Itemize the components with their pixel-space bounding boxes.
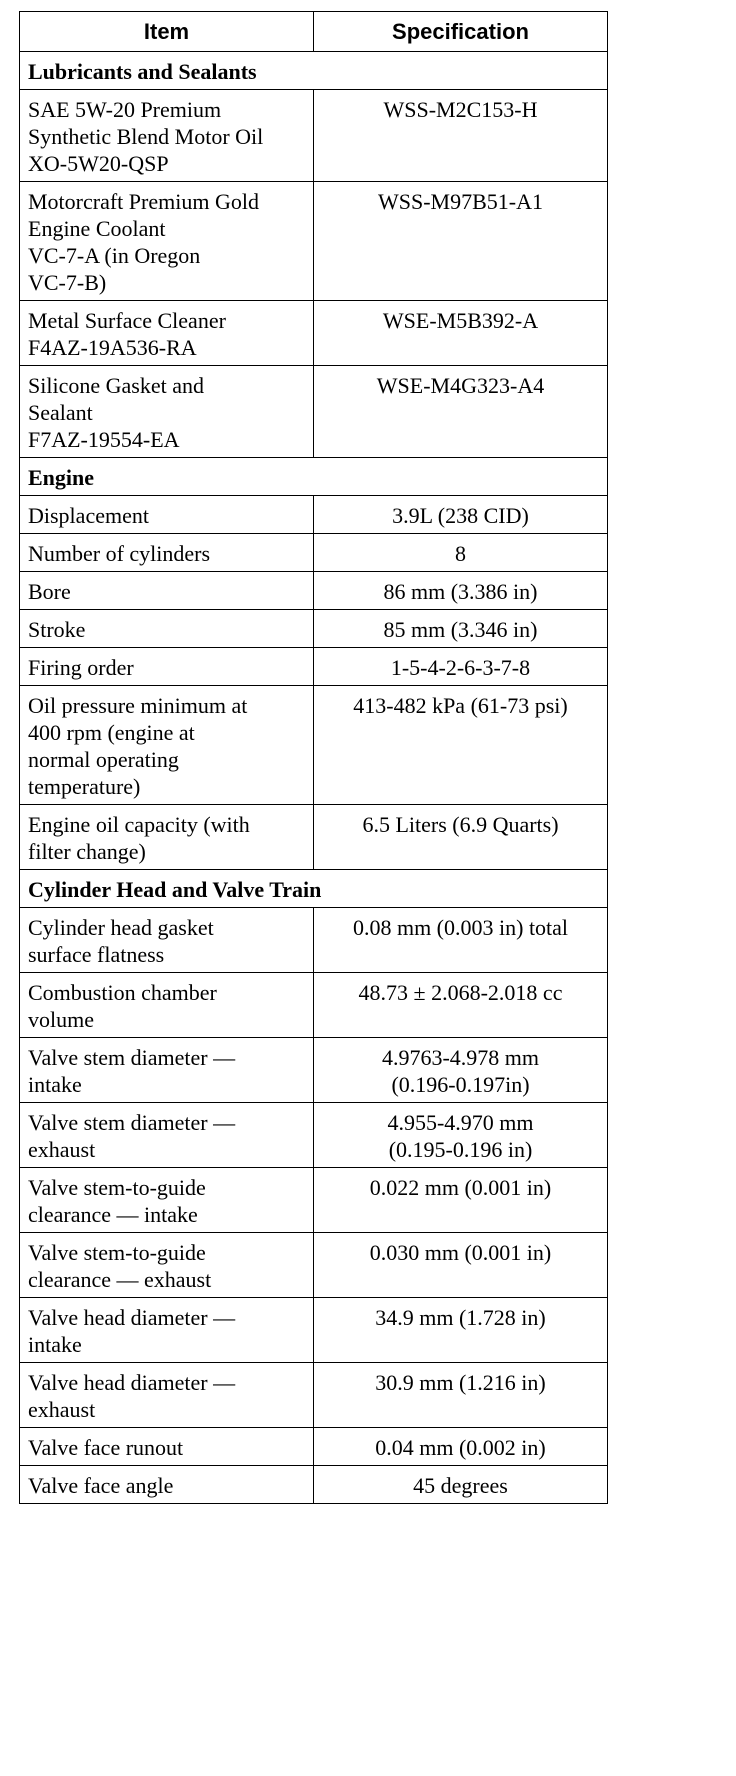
specification-cell: 3.9L (238 CID) <box>314 496 608 534</box>
table-row <box>20 1363 608 1428</box>
item-cell: Cylinder head gasket surface flatness <box>20 908 314 973</box>
table-row <box>20 301 608 366</box>
item-cell: Bore <box>20 572 314 610</box>
table-row <box>20 1038 608 1103</box>
table-row <box>20 1428 608 1466</box>
table-row <box>20 182 608 301</box>
specification-cell: 30.9 mm (1.216 in) <box>314 1363 608 1428</box>
item-cell: Stroke <box>20 610 314 648</box>
table-row <box>20 1466 608 1504</box>
section-row <box>20 870 608 908</box>
section-heading: Lubricants and Sealants <box>20 52 608 90</box>
item-cell: Valve stem-to-guide clearance — intake <box>20 1168 314 1233</box>
table-row <box>20 1233 608 1298</box>
item-cell: Valve stem diameter — exhaust <box>20 1103 314 1168</box>
specification-cell: 413-482 kPa (61-73 psi) <box>314 686 608 805</box>
item-cell: Valve stem-to-guide clearance — exhaust <box>20 1233 314 1298</box>
specification-cell: WSS-M97B51-A1 <box>314 182 608 301</box>
specification-cell: 4.955-4.970 mm (0.195-0.196 in) <box>314 1103 608 1168</box>
section-heading: Cylinder Head and Valve Train <box>20 870 608 908</box>
header-row <box>20 12 608 52</box>
specification-cell: 48.73 ± 2.068-2.018 cc <box>314 973 608 1038</box>
table-row <box>20 805 608 870</box>
specification-cell: 85 mm (3.346 in) <box>314 610 608 648</box>
specification-cell: WSE-M5B392-A <box>314 301 608 366</box>
item-cell: Firing order <box>20 648 314 686</box>
item-cell: Valve head diameter — intake <box>20 1298 314 1363</box>
specification-cell: 6.5 Liters (6.9 Quarts) <box>314 805 608 870</box>
item-cell: Silicone Gasket and Sealant F7AZ-19554-EA <box>20 366 314 458</box>
item-cell: Valve face angle <box>20 1466 314 1504</box>
item-cell: Combustion chamber volume <box>20 973 314 1038</box>
specification-cell: 86 mm (3.386 in) <box>314 572 608 610</box>
item-cell: Valve head diameter — exhaust <box>20 1363 314 1428</box>
table-row <box>20 1168 608 1233</box>
specification-cell: 0.022 mm (0.001 in) <box>314 1168 608 1233</box>
table-row <box>20 534 608 572</box>
specification-cell: WSE-M4G323-A4 <box>314 366 608 458</box>
specification-cell: 0.030 mm (0.001 in) <box>314 1233 608 1298</box>
item-cell: Displacement <box>20 496 314 534</box>
specification-cell: 0.04 mm (0.002 in) <box>314 1428 608 1466</box>
item-cell: Metal Surface Cleaner F4AZ-19A536-RA <box>20 301 314 366</box>
specification-column-header: Specification <box>314 12 608 52</box>
specification-cell: 45 degrees <box>314 1466 608 1504</box>
item-column-header: Item <box>20 12 314 52</box>
table-row <box>20 572 608 610</box>
table-row <box>20 1298 608 1363</box>
item-cell: SAE 5W-20 Premium Synthetic Blend Motor Oil XO-5W20-QSP <box>20 90 314 182</box>
specification-cell: 1-5-4-2-6-3-7-8 <box>314 648 608 686</box>
specification-table <box>19 11 608 1504</box>
table-row <box>20 496 608 534</box>
item-cell: Oil pressure minimum at 400 rpm (engine at normal operating temperature) <box>20 686 314 805</box>
specification-cell: WSS-M2C153-H <box>314 90 608 182</box>
specification-cell: 4.9763-4.978 mm (0.196-0.197in) <box>314 1038 608 1103</box>
item-cell: Motorcraft Premium Gold Engine Coolant VC-7-A (in Oregon VC-7-B) <box>20 182 314 301</box>
specification-cell: 34.9 mm (1.728 in) <box>314 1298 608 1363</box>
table-body <box>20 52 608 1504</box>
section-row <box>20 458 608 496</box>
specification-cell: 8 <box>314 534 608 572</box>
table-row <box>20 366 608 458</box>
specification-cell: 0.08 mm (0.003 in) total <box>314 908 608 973</box>
table-row <box>20 90 608 182</box>
item-cell: Valve stem diameter — intake <box>20 1038 314 1103</box>
table-row <box>20 610 608 648</box>
table-row <box>20 686 608 805</box>
table-row <box>20 1103 608 1168</box>
section-row <box>20 52 608 90</box>
item-cell: Engine oil capacity (with filter change) <box>20 805 314 870</box>
table-row <box>20 908 608 973</box>
section-heading: Engine <box>20 458 608 496</box>
table-row <box>20 973 608 1038</box>
item-cell: Valve face runout <box>20 1428 314 1466</box>
item-cell: Number of cylinders <box>20 534 314 572</box>
table-row <box>20 648 608 686</box>
